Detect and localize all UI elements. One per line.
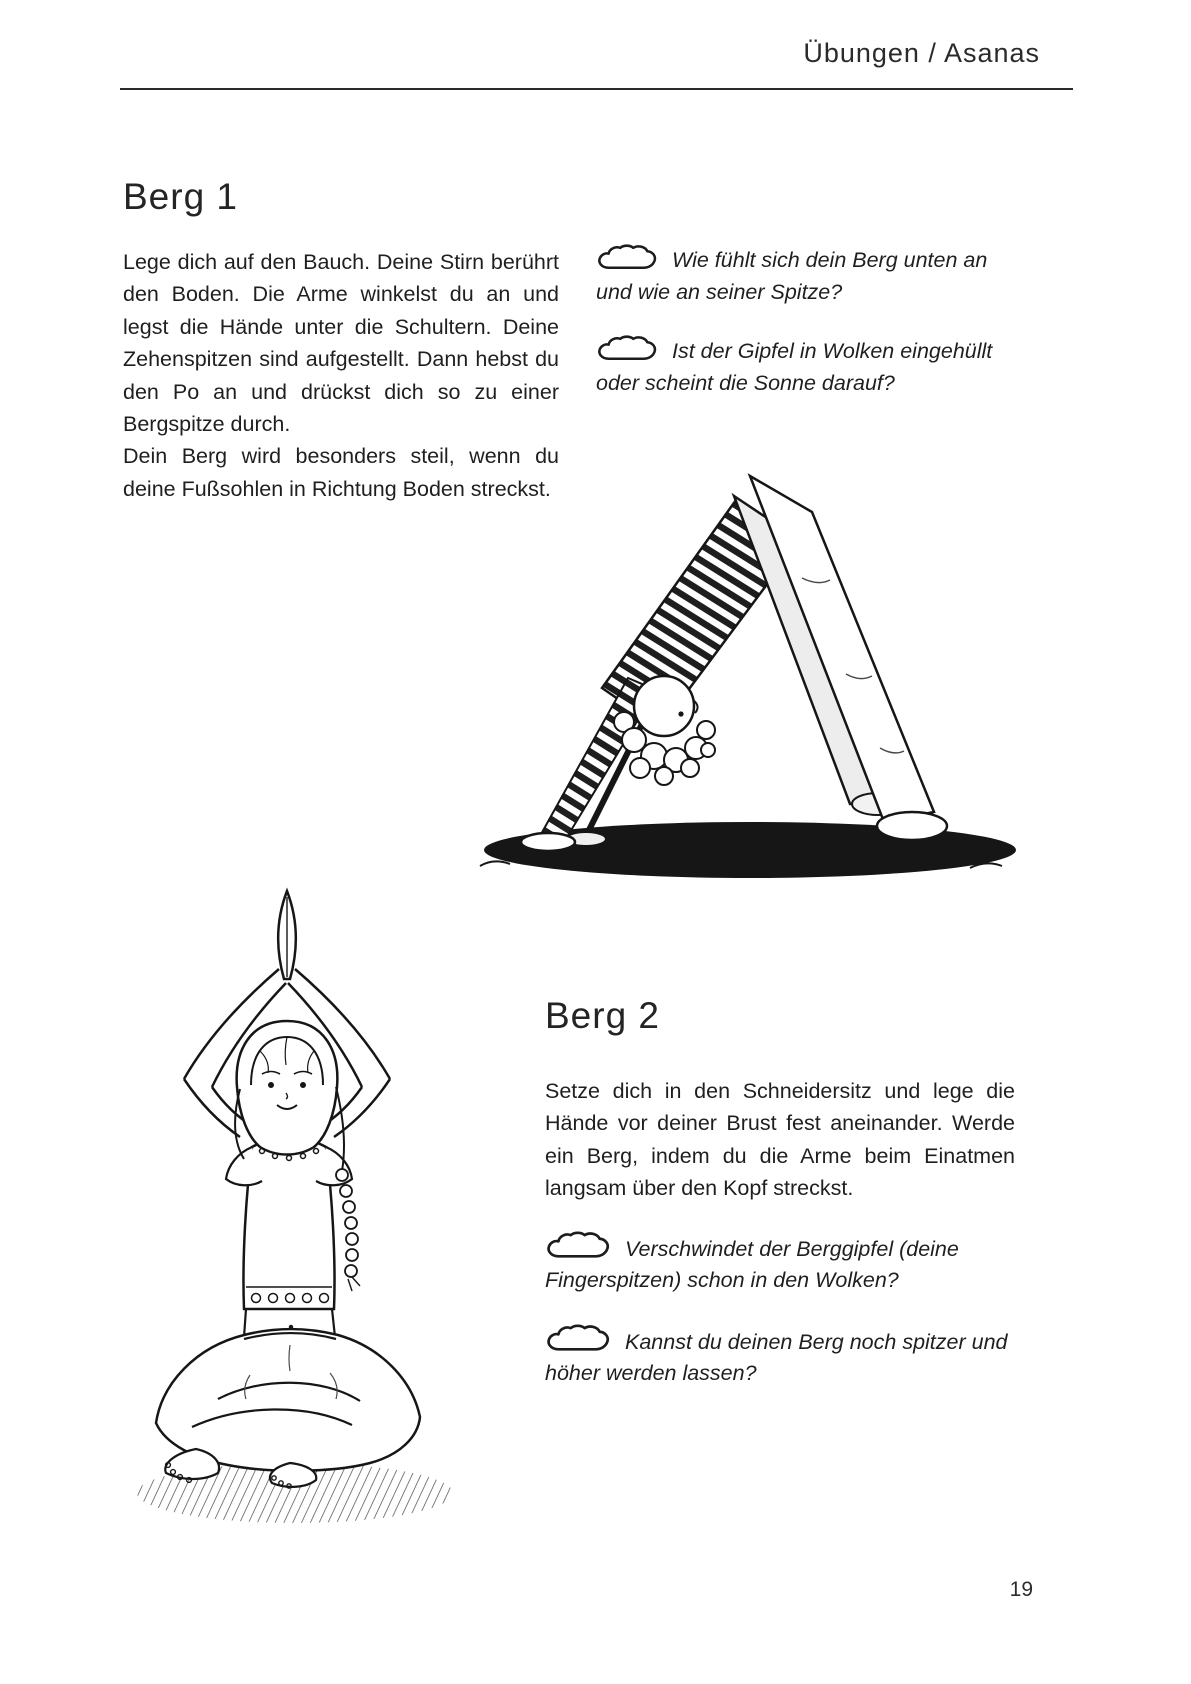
illustration-bridge-pose bbox=[450, 438, 1035, 898]
question-text: Ist der Gipfel in Wolken eingehüllt oder scheint die Sonne darauf? bbox=[596, 339, 993, 395]
cloud-icon bbox=[545, 1231, 611, 1263]
question-text: Kannst du deinen Berg noch spitzer und höher werden lassen? bbox=[545, 1329, 1008, 1386]
berg1-paragraph-2: Dein Berg wird besonders steil, wenn du deine Fußsohlen in Richtung Boden streckst. bbox=[123, 444, 559, 501]
question-item bbox=[545, 1324, 1015, 1390]
illustration-seated-pose bbox=[100, 875, 475, 1545]
page-number: 19 bbox=[1009, 1578, 1033, 1601]
question-text: Wie fühlt sich dein Berg unten an und wie an seiner Spitze? bbox=[596, 248, 988, 304]
berg2-section bbox=[545, 995, 1015, 1417]
question-item bbox=[596, 335, 1020, 399]
question-item bbox=[545, 1231, 1015, 1297]
berg2-questions bbox=[545, 1231, 1015, 1390]
berg1-title: Berg 1 bbox=[123, 176, 239, 217]
cloud-icon bbox=[545, 1324, 611, 1356]
cloud-icon bbox=[596, 335, 658, 365]
berg2-title: Berg 2 bbox=[545, 995, 661, 1036]
berg2-paragraph-1: Setze dich in den Schneidersitz und lege die Hände vor deiner Brust fest aneinander. Werde ein Berg, indem du die Arme beim Einatmen langsam über den Kopf streckst. bbox=[545, 1079, 1015, 1201]
berg1-paragraph-1: Lege dich auf den Bauch. Deine Stirn berührt den Boden. Die Arme winkelst du an und legst die Hände unter die Schultern. Deine Zehenspitzen sind aufgestellt. Dann hebst du den Po an und drückst dich so zu einer Bergspitze durch. bbox=[123, 250, 559, 437]
question-text: Verschwindet der Berggipfel (deine Fingerspitzen) schon in den Wolken? bbox=[545, 1236, 959, 1293]
question-item bbox=[596, 244, 1020, 308]
header-rule bbox=[120, 88, 1073, 90]
berg1-questions bbox=[596, 244, 1020, 426]
cloud-icon bbox=[596, 244, 658, 274]
running-header: Übungen / Asanas bbox=[803, 38, 1040, 68]
